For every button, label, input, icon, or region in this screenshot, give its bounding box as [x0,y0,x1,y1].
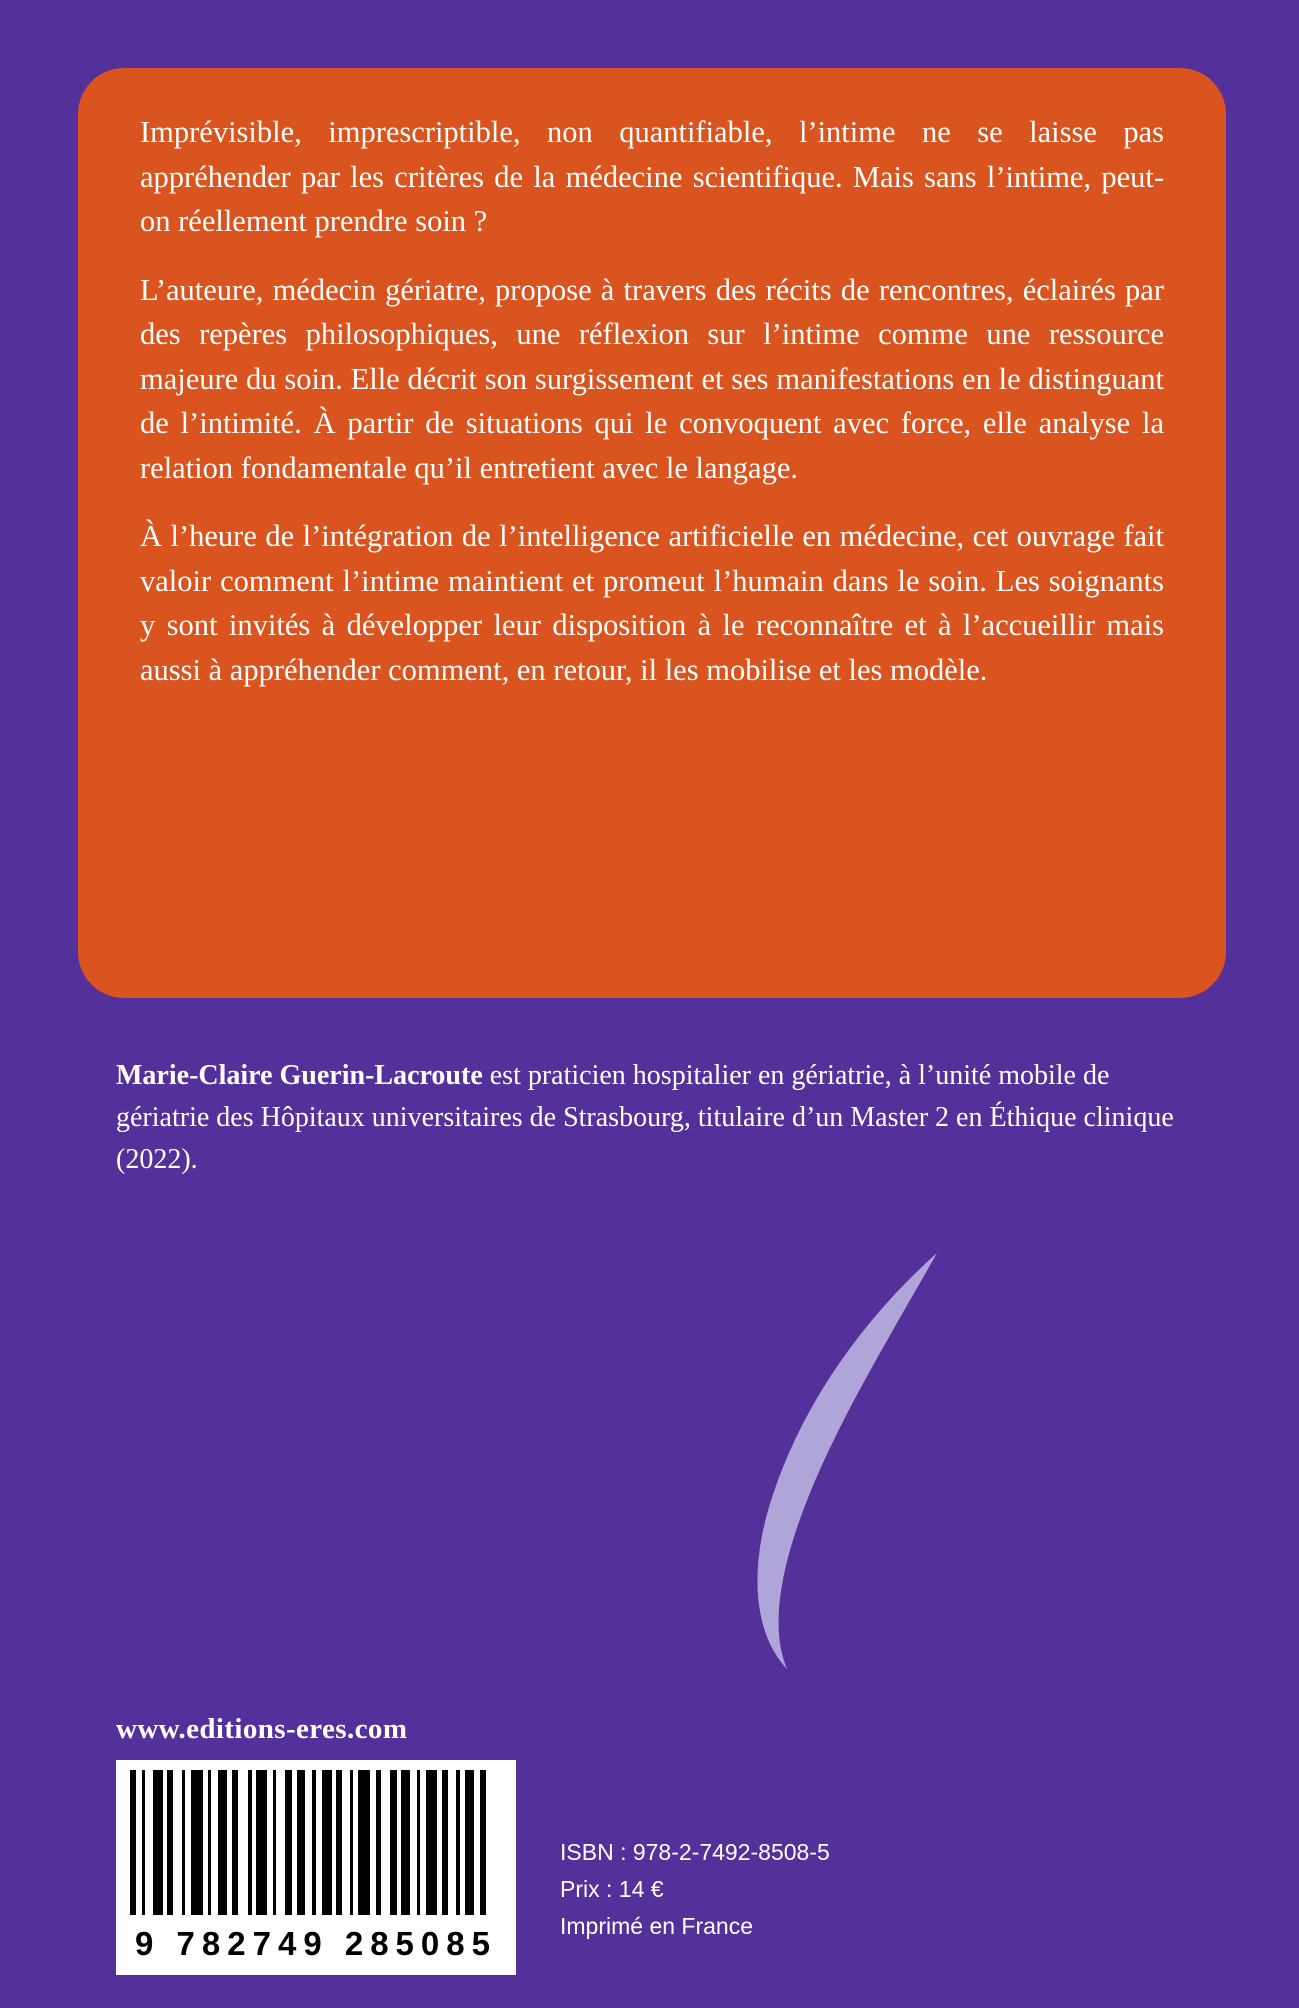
author-bio [116,1055,1196,1181]
printed-text: Imprimé en France [560,1913,754,1939]
blurb-paragraph-3: À l’heure de l’intégration de l’intelligence artificielle en médecine, cet ouvrage fait valoir comment l’intime maintient et promeut l’humain dans le soin. Les soignants y sont invités à développer leur disposition à le reconnaître et à l’accueillir mais aussi à appréhender comment, en retour, il les mobilise et les modèle. [140,519,1164,687]
blurb-paragraph-1: Imprévisible, imprescriptible, non quantifiable, l’intime ne se laisse pas appréhender par les critères de la médecine scientifique. Mais sans l’intime, peut-on réellement prendre soin ? [140,115,1164,238]
barcode [116,1760,516,1975]
author-bio-text [116,1055,1196,1181]
price-text: Prix : 14 € [560,1876,664,1902]
blurb-paragraph-2: L’auteure, médecin gériatre, propose à travers des récits de rencontres, éclairés par des repères philosophiques, une réflexion sur l’intime comme une ressource majeure du soin. Elle décrit son surgissement et ses manifestations en le distinguant de l’intimité. À partir de situations qui le convoquent avec force, elle analyse la relation fondamentale qu’il entretient avec le langage. [140,272,1164,485]
barcode-bars [130,1770,502,1915]
author-bio-description: est praticien hospitalier en gériatrie, à l’unité mobile de gériatrie des Hôpitaux universitaires de Strasbourg, titulaire d’un Master 2 en Éthique clinique (2022). [116,1060,1174,1175]
publication-info [560,1834,830,1945]
barcode-digits: 9 782749 285085 [135,1925,497,1962]
blurb-panel [78,68,1226,998]
author-name: Marie-Claire Guerin-Lacroute [116,1060,483,1091]
publisher-website[interactable]: www.editions-eres.com [116,1713,408,1745]
isbn-text: ISBN : 978-2-7492-8508-5 [560,1839,830,1865]
swoosh-decoration [654,1245,954,1675]
